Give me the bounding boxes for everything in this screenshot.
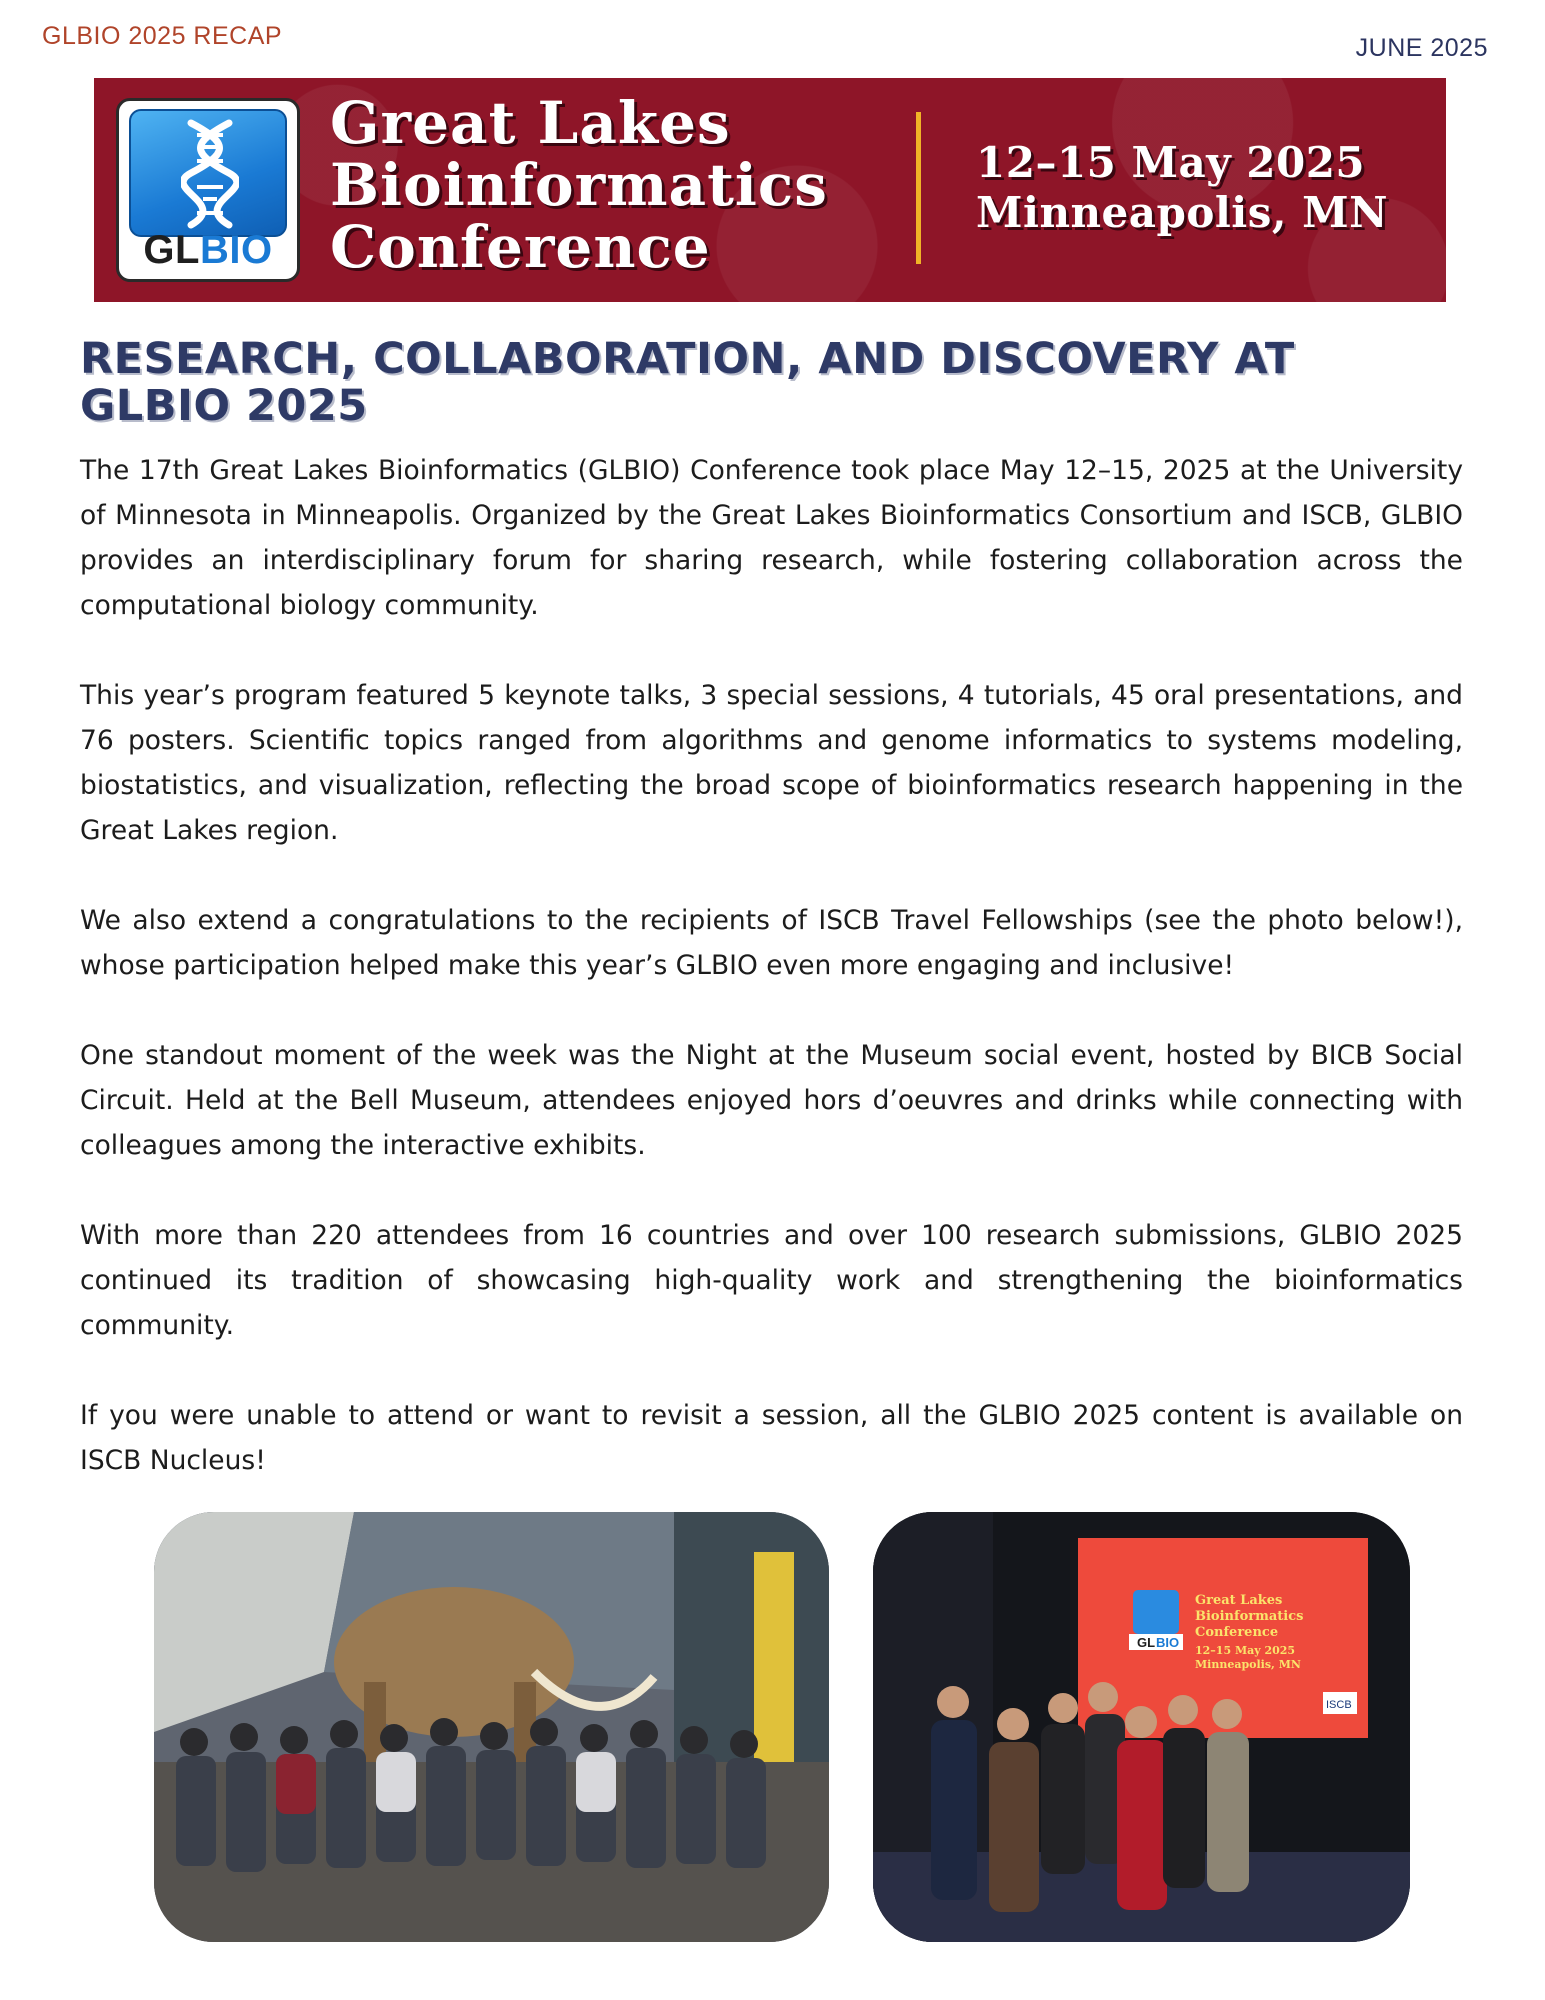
screen-logo-gl: GL xyxy=(1137,1635,1156,1650)
museum-group-photo xyxy=(154,1512,829,1942)
fellowship-group-photo xyxy=(873,1512,1410,1942)
logo-text-gl: GL xyxy=(143,228,200,272)
banner-divider xyxy=(916,112,921,264)
article-paragraph: One standout moment of the week was the Night at the Museum social event, hosted by BICB Social Circuit. Held at the Bell Museum, attendees enjoyed hors d’oeuvres and drinks while connecting with colleagues among the interactive exhibits. xyxy=(80,1040,1463,1161)
article-paragraph: With more than 220 attendees from 16 countries and over 100 research submissions, GLBIO 2025 continued its tradition of showcasing high-quality work and strengthening the bioinformatics community. xyxy=(80,1220,1463,1341)
banner-date-block xyxy=(976,138,1388,238)
screen-title-line: Great Lakes xyxy=(1195,1593,1283,1608)
logo-wordmark xyxy=(119,228,297,273)
screen-sponsor: ISCB xyxy=(1326,1699,1352,1711)
article-paragraph: This year’s program featured 5 keynote talks, 3 special sessions, 4 tutorials, 45 oral presentations, and 76 posters. Scientific topics ranged from algorithms and genome informatics to systems modeling, biostatistics, and visualization, reflecting the broad scope of bioinformatics research happening in the Great Lakes region. xyxy=(80,680,1463,846)
conference-banner xyxy=(94,78,1446,302)
banner-title-line: Great Lakes xyxy=(330,89,731,157)
screen-title-line: Bioinformatics xyxy=(1195,1609,1304,1624)
headline-line: RESEARCH, COLLABORATION, AND DISCOVERY AT xyxy=(80,334,1295,384)
article-paragraph: We also extend a congratulations to the recipients of ISCB Travel Fellowships (see the photo below!), whose participation helped make this year’s GLBIO even more engaging and inclusive! xyxy=(80,905,1463,981)
screen-date: 12–15 May 2025 xyxy=(1195,1644,1296,1657)
dna-icon xyxy=(129,109,287,237)
article-paragraph: The 17th Great Lakes Bioinformatics (GLBIO) Conference took place May 12–15, 2025 at the University of Minnesota in Minneapolis. Organized by the Great Lakes Bioinformatics Consortium and ISCB, GLBIO provides an interdisciplinary forum for sharing research, while fostering collaboration across the computational biology community. xyxy=(80,455,1463,621)
banner-title-line: Conference xyxy=(330,213,711,281)
banner-date: 12–15 May 2025 xyxy=(976,138,1366,187)
header-right-label: JUNE 2025 xyxy=(1355,34,1488,62)
header-left-label: GLBIO 2025 RECAP xyxy=(42,22,283,50)
article-body xyxy=(80,448,1463,1483)
glbio-logo xyxy=(116,98,300,282)
headline-line: GLBIO 2025 xyxy=(80,381,368,431)
banner-location: Minneapolis, MN xyxy=(976,188,1389,237)
logo-text-bio: BIO xyxy=(199,228,273,272)
screen-location: Minneapolis, MN xyxy=(1195,1658,1301,1671)
article-paragraph: If you were unable to attend or want to revisit a session, all the GLBIO 2025 content is available on ISCB Nucleus! xyxy=(80,1400,1463,1476)
banner-title xyxy=(330,89,828,281)
article-headline xyxy=(80,336,1380,430)
screen-logo-bio: BIO xyxy=(1156,1635,1180,1650)
banner-title-line: Bioinformatics xyxy=(330,151,828,219)
screen-title-line: Conference xyxy=(1195,1625,1279,1640)
